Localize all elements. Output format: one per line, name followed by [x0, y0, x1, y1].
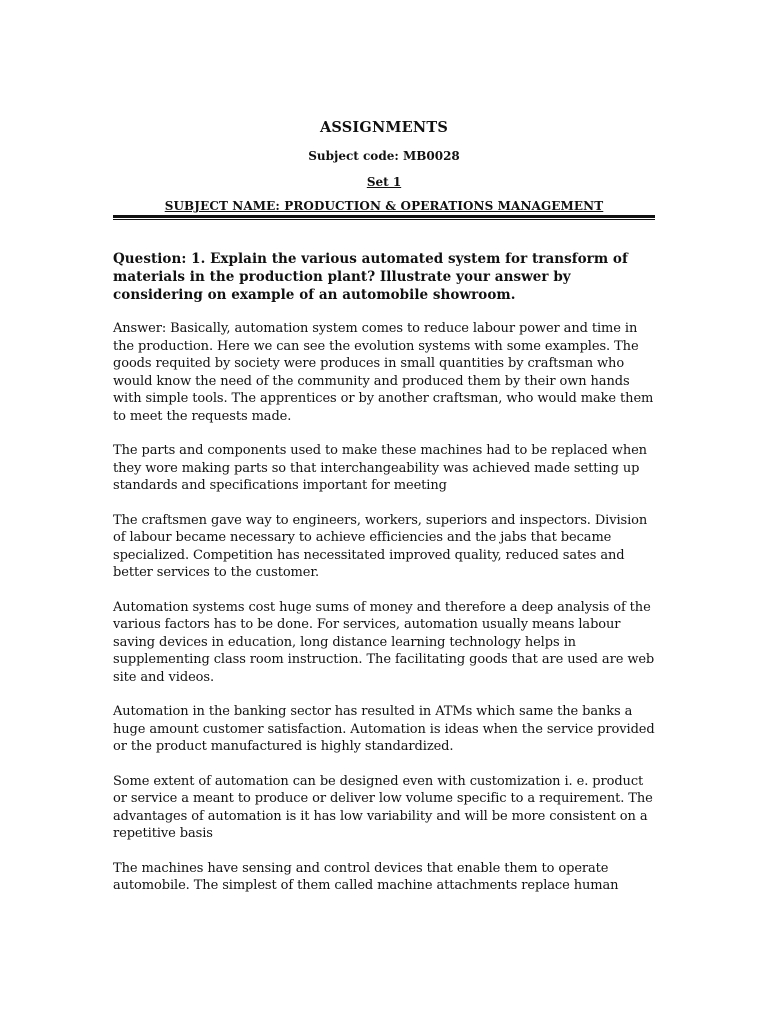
document-page — [113, 112, 655, 895]
body-paragraph: Automation systems cost huge sums of money and therefore a deep analysis of the various factors has to be done. For services, automation usually means labour saving devices in education, long distance learning technology helps in supplementing class room instruction. The facilitating goods that are used are web site and videos. — [113, 599, 655, 685]
body-paragraph: Some extent of automation can be designed even with customization i. e. product or service a meant to produce or deliver low volume specific to a requirement. The advantages of automation is it has low variability and will be more consistent on a repetitive basis — [113, 773, 653, 841]
answer-paragraph: Answer: Basically, automation system comes to reduce labour power and time in the production. Here we can see the evolution systems with some examples. The goods requited by society were produces in small quantities by craftsman who would know the need of the community and produced them by their own hands with simple tools. The apprentices or by another craftsman, who would make them to meet the requests made. — [113, 321, 654, 424]
subject-name-text: SUBJECT NAME: PRODUCTION & OPERATIONS MANAGEMENT — [164, 199, 604, 213]
body-paragraph: The machines have sensing and control devices that enable them to operate automobile. The simplest of them called machine attachments replace human — [113, 860, 619, 893]
body-paragraph: The craftsmen gave way to engineers, workers, superiors and inspectors. Division of labour became necessary to achieve efficiencies and the jabs that became specialized. Competition has necessitated improved quality, reduced sates and better services to the customer. — [113, 512, 648, 580]
document-title: ASSIGNMENTS — [319, 119, 449, 136]
body-paragraph: Automation in the banking sector has resulted in ATMs which same the banks a huge amount customer satisfaction. Automation is ideas when the service provided or the product manufactured is highly standardized. — [113, 704, 655, 754]
body-paragraph: The parts and components used to make these machines had to be replaced when they wore making parts so that interchangeability was achieved made setting up standards and specifications important for meeting — [113, 443, 647, 493]
set-label — [113, 174, 655, 190]
set-label-text: Set 1 — [366, 175, 402, 189]
subject-code: Subject code: MB0028 — [308, 149, 460, 163]
subject-name — [113, 198, 655, 214]
question-text: Question: 1. Explain the various automated system for transform of materials in the production plant? Illustrate your answer by considering on example of an automobile showroom. — [113, 251, 628, 303]
double-rule-divider — [113, 215, 655, 220]
